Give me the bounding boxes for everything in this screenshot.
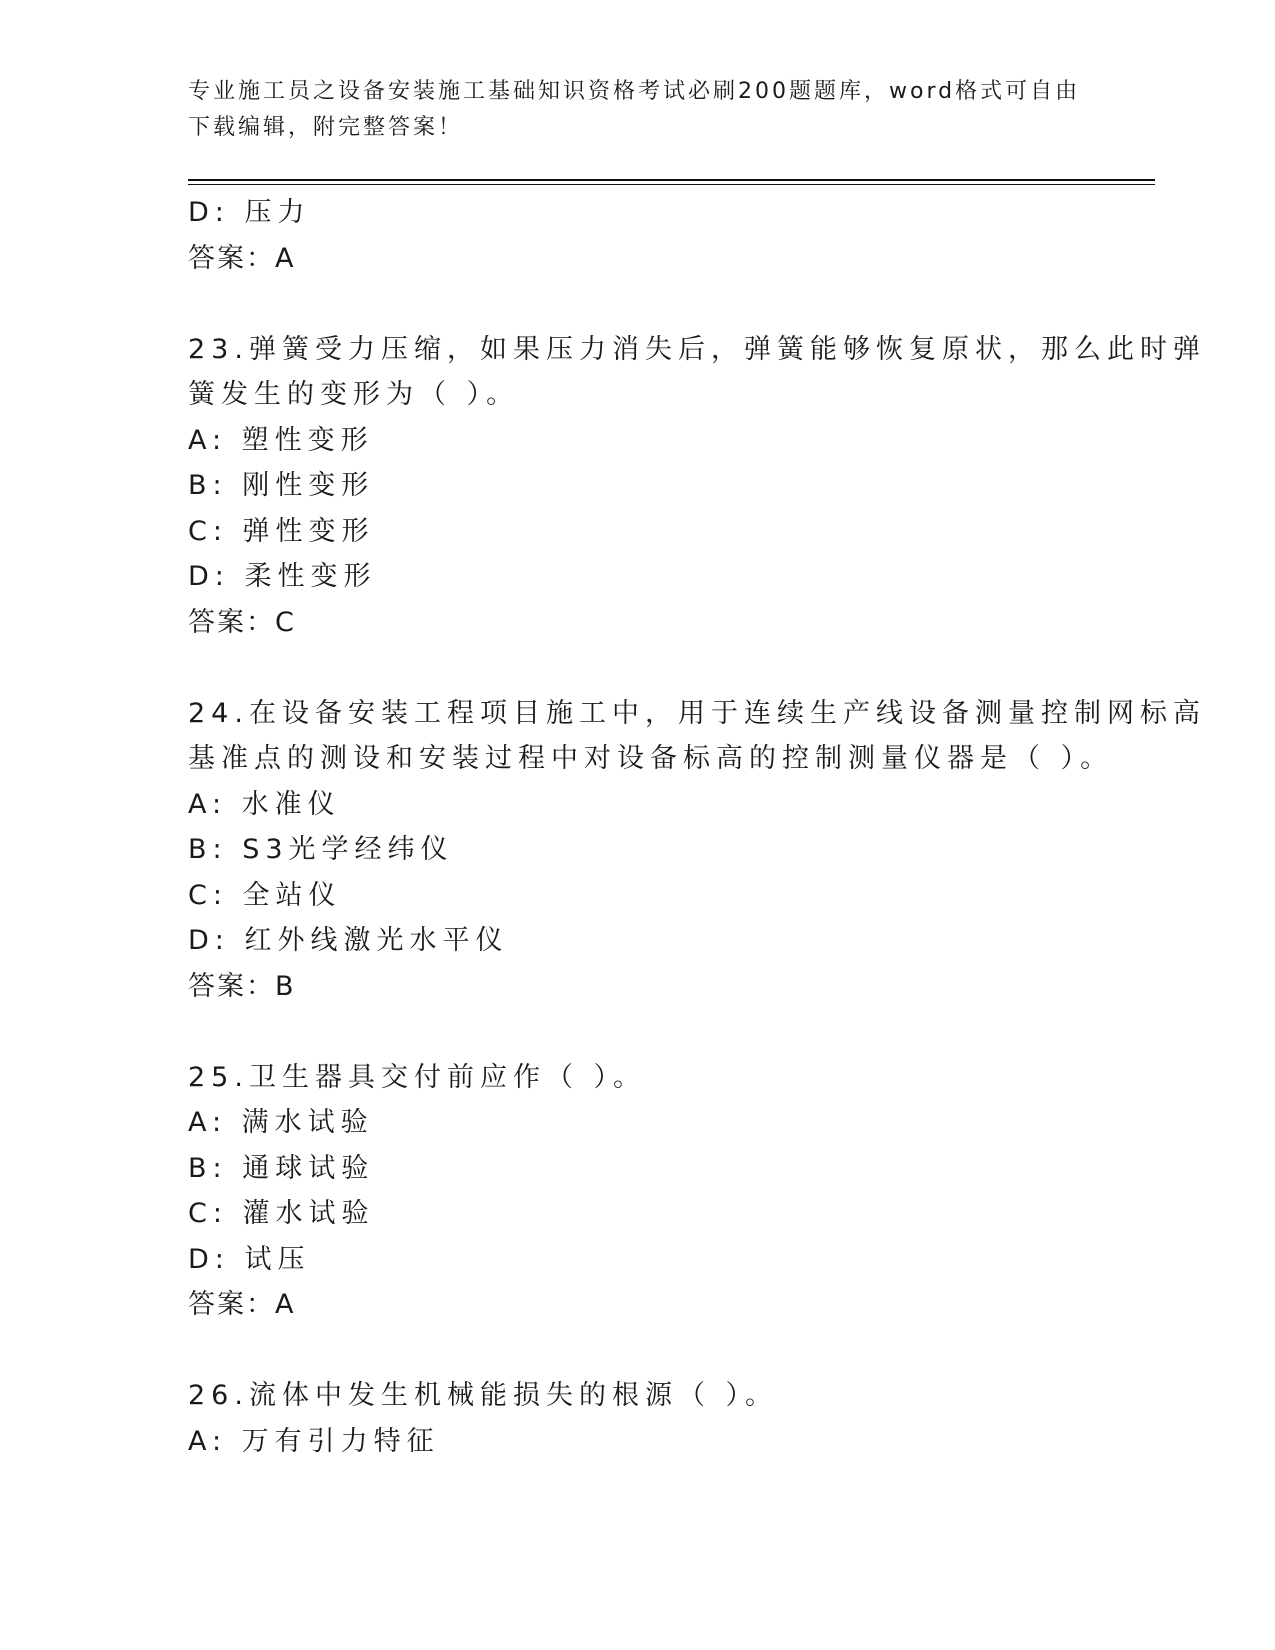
option-a: A: 塑性变形 xyxy=(188,424,374,456)
option-b: B: 通球试验 xyxy=(188,1152,375,1184)
option-d: D: 红外线激光水平仪 xyxy=(188,925,509,956)
question-24 xyxy=(188,691,1206,1010)
answer: 答案：C xyxy=(188,606,296,638)
prev-answer: 答案：A xyxy=(188,242,296,274)
spacer xyxy=(188,1009,1088,1055)
spacer xyxy=(188,645,1088,691)
option-c: C: 灌水试验 xyxy=(188,1198,375,1229)
answer: 答案：B xyxy=(188,970,296,1002)
document-header: 专业施工员之设备安装施工基础知识资格考试必刷200题题库，word格式可自由下载编辑，附完整答案！ xyxy=(188,79,1081,140)
answer: 答案：A xyxy=(188,1289,296,1320)
spacer xyxy=(188,1328,1088,1374)
option-a: A: 万有引力特征 xyxy=(188,1425,440,1457)
spacer xyxy=(188,281,1088,327)
option-c: C: 弹性变形 xyxy=(188,515,375,547)
question-stem: 23.弹簧受力压缩，如果压力消失后，弹簧能够恢复原状，那么此时弹 xyxy=(188,333,1206,365)
question-23 xyxy=(188,327,1206,646)
header-divider-thick xyxy=(188,179,1155,181)
option-d: D: 柔性变形 xyxy=(188,561,377,592)
question-25 xyxy=(188,1055,1088,1328)
question-stem-cont: 簧发生的变形为（ ）。 xyxy=(188,379,520,410)
question-stem: 24.在设备安装工程项目施工中，用于连续生产线设备测量控制网标高 xyxy=(188,697,1206,729)
header-divider-thin xyxy=(188,184,1155,185)
option-b: B: S3光学经纬仪 xyxy=(188,834,454,865)
question-stem: 25.卫生器具交付前应作（ ）。 xyxy=(188,1061,647,1093)
question-stem: 26.流体中发生机械能损失的根源（ ）。 xyxy=(188,1380,779,1411)
question-stem-cont: 基准点的测设和安装过程中对设备标高的控制测量仪器是（ ）。 xyxy=(188,743,1114,774)
option-b: B: 刚性变形 xyxy=(188,470,375,501)
option-a: A: 满水试验 xyxy=(188,1107,374,1138)
prev-option-d: D: 压力 xyxy=(188,197,311,228)
option-d: D: 试压 xyxy=(188,1243,311,1275)
question-26 xyxy=(188,1373,1088,1464)
question-body xyxy=(188,190,1206,1464)
option-a: A: 水准仪 xyxy=(188,788,341,820)
option-c: C: 全站仪 xyxy=(188,879,342,911)
